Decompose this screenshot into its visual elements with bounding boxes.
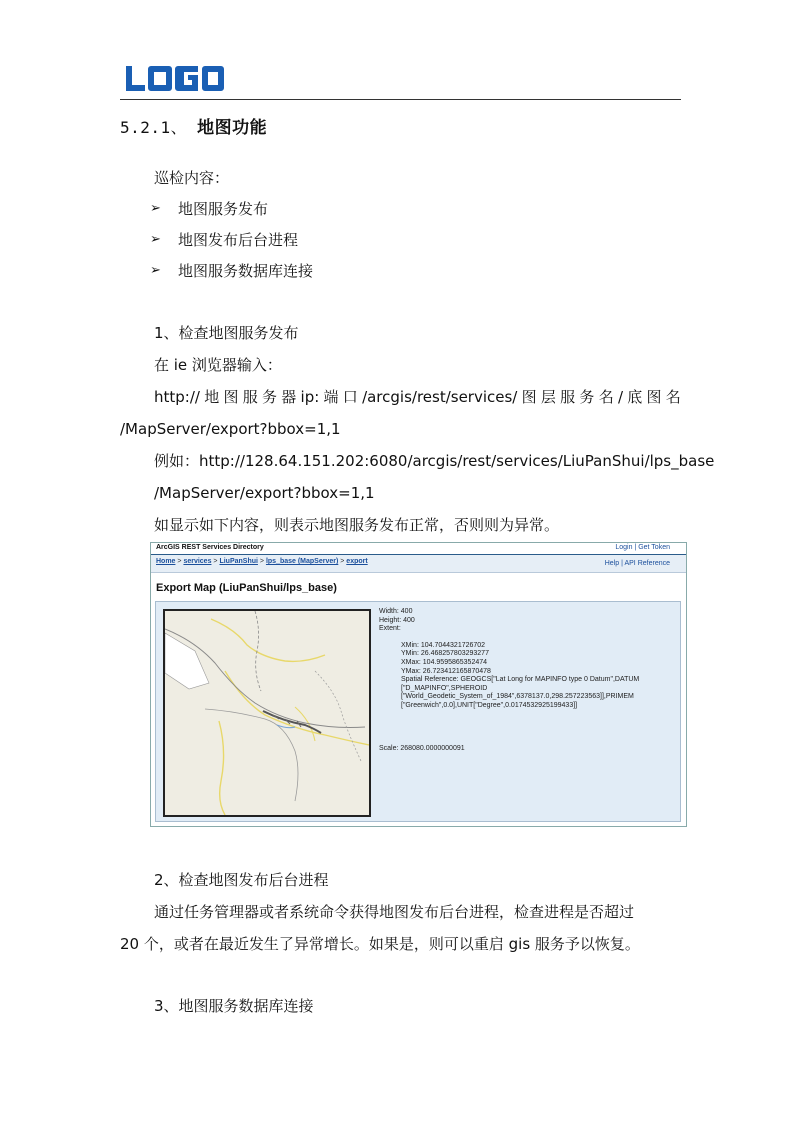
breadcrumb-sep: > (338, 558, 347, 565)
url-token: 图 (223, 388, 239, 406)
width-text: Width: 400 (379, 608, 413, 615)
xmax-text: XMax: 104.9595865352474 (401, 658, 488, 666)
url-token: /arcgis/rest/services/ (362, 388, 518, 406)
url-token: 口 (342, 388, 358, 406)
ymin-text: YMin: 26.468257803293277 (401, 650, 489, 658)
help-links[interactable]: Help | API Reference (604, 560, 670, 567)
url-token: 名 (665, 388, 681, 406)
export-page-title: Export Map (LiuPanShui/lps_base) (156, 582, 337, 594)
breadcrumb (151, 555, 686, 573)
xmin-text: XMin: 104.7044321726702 (401, 641, 486, 649)
bullet-icon: ➢ (150, 263, 161, 278)
spatial-reference-3: ["World_Geodetic_System_of_1984",6378137.0,298.257223563]],PRIMEM (401, 693, 634, 701)
arcgis-topbar (151, 543, 686, 555)
url-token: ip: (300, 388, 320, 406)
url-template-line (154, 387, 681, 407)
breadcrumb-services[interactable]: services (183, 558, 212, 565)
spatial-reference-1: Spatial Reference: GEOGCS["Lat Long for MAPINFO type 0 Datum",DATUM (401, 676, 640, 684)
section-heading (120, 113, 267, 138)
breadcrumb-export[interactable]: export (346, 558, 368, 565)
bullet-icon: ➢ (150, 201, 161, 216)
section-number: 5.2.1、 (120, 118, 188, 137)
logo-graphic (124, 64, 226, 94)
url-token: 图 (646, 388, 662, 406)
step2-title: 2、检查地图发布后台进程 (154, 871, 329, 889)
inspection-item: 地图服务数据库连接 (178, 262, 314, 280)
url-token: 层 (540, 388, 556, 406)
url-token: 器 (281, 388, 297, 406)
breadcrumb-service[interactable]: lps_base (MapServer) (265, 558, 339, 565)
breadcrumb-sep: > (257, 558, 266, 565)
breadcrumb-home[interactable]: Home (156, 558, 176, 565)
height-text: Height: 400 (379, 616, 415, 624)
breadcrumb-folder[interactable]: LiuPanShui (219, 558, 258, 565)
step1-conclusion: 如显示如下内容，则表示地图服务发布正常，否则则为异常。 (154, 516, 560, 534)
section-title: 地图功能 (197, 118, 268, 138)
breadcrumb-sep: > (175, 558, 184, 565)
header-rule (120, 99, 681, 100)
url-token: 务 (579, 388, 595, 406)
ymax-text: YMax: 26.723412165870478 (401, 667, 491, 675)
url-token: 地 (204, 388, 220, 406)
url-token: 图 (521, 388, 537, 406)
spatial-reference-4: ["Greenwich",0.0],UNIT["Degree",0.0174532925199433]] (401, 701, 578, 709)
breadcrumb-sep: > (211, 558, 220, 565)
scale-text: Scale: 268080.0000000091 (379, 744, 465, 752)
url-token: 服 (560, 388, 576, 406)
example-url-line1: 例如：http://128.64.151.202:6080/arcgis/rest/services/LiuPanShui/lps_base (154, 452, 715, 470)
map-image (163, 609, 371, 817)
arcgis-screenshot (150, 542, 687, 827)
step1-intro: 在 ie 浏览器输入： (154, 356, 282, 374)
url-template-line2: /MapServer/export?bbox=1,1 (120, 420, 341, 438)
logo (124, 64, 226, 94)
step2-line2: 20 个，或者在最近发生了异常增长。如果是，则可以重启 gis 服务予以恢复。 (120, 935, 640, 953)
url-token: 服 (242, 388, 258, 406)
url-token: 底 (627, 388, 643, 406)
directory-title: ArcGIS REST Services Directory (156, 544, 264, 551)
url-token: http:// (154, 388, 200, 406)
export-info (379, 608, 639, 753)
export-panel (155, 601, 681, 822)
step1-title: 1、检查地图服务发布 (154, 324, 299, 342)
step2-line1: 通过任务管理器或者系统命令获得地图发布后台进程，检查进程是否超过 (154, 903, 635, 921)
spatial-reference-2: ["D_MAPINFO",SPHEROID (401, 684, 488, 692)
inspection-item: 地图发布后台进程 (178, 231, 299, 249)
inspection-item: 地图服务发布 (178, 200, 269, 218)
login-links[interactable]: Login | Get Token (615, 544, 670, 551)
breadcrumb-trail (156, 558, 368, 565)
url-token: 端 (323, 388, 339, 406)
bullet-icon: ➢ (150, 232, 161, 247)
map-graphic (165, 611, 369, 815)
url-token: / (617, 388, 624, 406)
url-token: 务 (262, 388, 278, 406)
url-token: 名 (598, 388, 614, 406)
extent-label: Extent: (379, 625, 401, 633)
step3-title: 3、地图服务数据库连接 (154, 997, 314, 1015)
example-url-line2: /MapServer/export?bbox=1,1 (154, 484, 375, 502)
inspection-label: 巡检内容： (154, 169, 230, 187)
